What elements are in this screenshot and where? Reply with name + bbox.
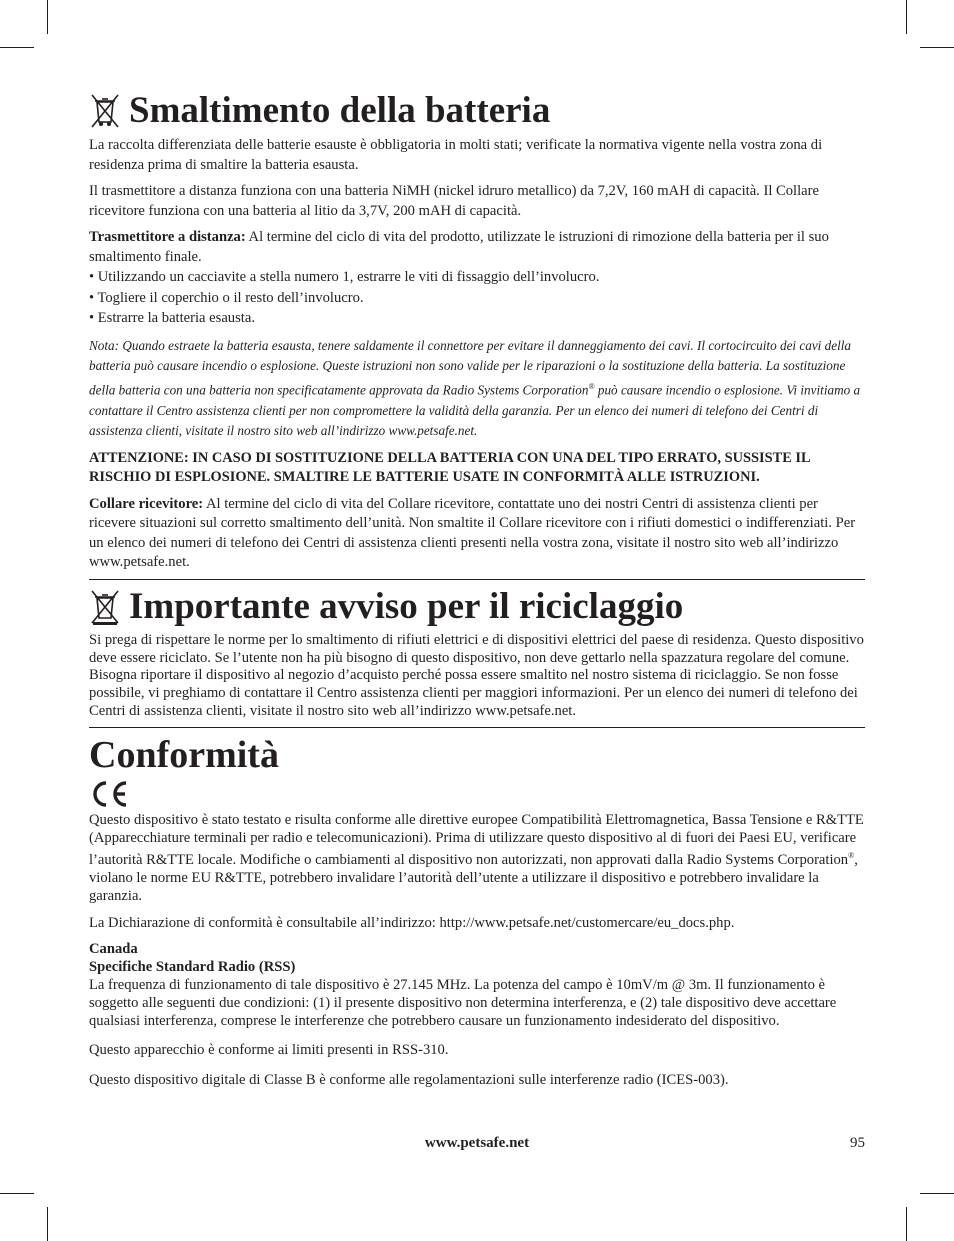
- section-heading-conformity: [89, 732, 865, 778]
- paragraph: [89, 812, 865, 906]
- registered-mark: ®: [848, 851, 855, 861]
- paragraph-text: Questo dispositivo è stato testato e risulta conforme alle direttive europee Compatibilità Elettromagnetica, Bassa Tensione e R&TTE (Apparecchiature terminali per radio e telecomunicazioni). Prima di utilizzare questo dispositivo al di fuori dei Paesi EU, verificare l’autorità R&TTE locale. Modifiche o cambiamenti al dispositivo non autorizzati, non approvati dalla Radio Systems Corporation: [89, 811, 864, 869]
- paragraph: Questo dispositivo digitale di Classe B è conforme alle regolamentazioni sulle interferenze radio (ICES-003).: [89, 1072, 729, 1089]
- paragraph: [89, 228, 865, 267]
- crop-mark: [920, 47, 954, 48]
- paragraph: Il trasmettitore a distanza funziona con una batteria NiMH (nickel idruro metallico) da 7,2V, 160 mAH di capacità. Il Collare ricevitore funziona con una batteria al litio da 3,7V, 200 mAH di capacità.: [89, 183, 819, 219]
- note-text: può causare incendio o esplosione. Vi invitiamo a contattare il Centro assistenza clienti per non compromettere la validità della garanzia. Per un elenco dei numeri di telefono dei Centri di assistenza clienti, visitate il nostro sito web all’indirizzo www.petsafe.net.: [89, 382, 861, 439]
- crop-mark: [906, 0, 907, 34]
- paragraph-label: Trasmettitore a distanza:: [89, 229, 246, 245]
- crop-mark: [906, 1207, 907, 1241]
- page-number: 95: [850, 1135, 865, 1151]
- page-content: [89, 88, 865, 1090]
- section-heading-recycling: [89, 584, 865, 630]
- warning-text: ATTENZIONE: IN CASO DI SOSTITUZIONE DELLA BATTERIA CON UNA DEL TIPO ERRATO, SUSSISTE IL RISCHIO DI ESPLOSIONE. SMALTIRE LE BATTERIE USATE IN CONFORMITÀ ALLE ISTRUZIONI.: [89, 449, 810, 486]
- subheading-rss: Specifiche Standard Radio (RSS): [89, 959, 296, 976]
- paragraph: La Dichiarazione di conformità è consultabile all’indirizzo: http://www.petsafe.net/customercare/eu_docs.php.: [89, 914, 735, 931]
- section-title: Smaltimento della batteria: [129, 90, 551, 131]
- section-title: Conformità: [89, 733, 279, 776]
- paragraph: [89, 495, 865, 573]
- paragraph-text: Al termine del ciclo di vita del prodotto, utilizzate le istruzioni di rimozione della batteria per il suo smaltimento finale.: [89, 229, 829, 265]
- list-item: • Estrarre la batteria esausta.: [89, 310, 255, 326]
- ce-mark-icon: [89, 780, 129, 808]
- paragraph: La frequenza di funzionamento di tale dispositivo è 27.145 MHz. La potenza del campo è 10mV/m @ 3m. Il funzionamento è soggetto alle seguenti due condizioni: (1) il presente dispositivo non determina interferenza, e (2) tale dispositivo deve accettare qualsiasi interferenza, comprese le interferenze che potrebbero causare un funzionamento indesiderato del dispositivo.: [89, 977, 837, 1029]
- footer-url: www.petsafe.net: [424, 1135, 530, 1151]
- paragraph: La raccolta differenziata delle batterie esauste è obbligatoria in molti stati; verificate la normativa vigente nella vostra zona di residenza prima di smaltire la batteria esausta.: [89, 137, 823, 173]
- section-heading-battery-disposal: [89, 88, 865, 134]
- list-item: • Utilizzando un cacciavite a stella numero 1, estrarre le viti di fissaggio dell’involucro.: [89, 269, 600, 285]
- section-title: Importante avviso per il riciclaggio: [129, 585, 684, 627]
- divider: [89, 579, 865, 580]
- paragraph-text: Al termine del ciclo di vita del Collare ricevitore, contattate uno dei nostri Centri di assistenza clienti per ricevere situazioni sul corretto smaltimento dell’unità. Non smaltite il Collare ricevitore con i rifiuti domestici o indifferenziati. Per un elenco dei numeri di telefono dei Centri di assistenza clienti presenti nella vostra zona, visitate il nostro sito web all’indirizzo www.petsafe.net.: [89, 495, 856, 571]
- note-paragraph: [89, 336, 865, 442]
- crop-mark: [47, 0, 48, 34]
- paragraph-text: , violano le norme EU R&TTE, potrebbero invalidare l’autorità dell’utente a utilizzare il dispositivo e potrebbero invalidare la garanzia.: [89, 852, 858, 904]
- crop-mark: [0, 1193, 34, 1194]
- crop-mark: [920, 1193, 954, 1194]
- crop-mark: [47, 1207, 48, 1241]
- list-item: • Togliere il coperchio o il resto dell’involucro.: [89, 289, 364, 306]
- page-footer: [89, 1135, 865, 1157]
- crossed-bin-icon: [89, 92, 121, 130]
- crop-mark: [0, 47, 34, 48]
- paragraph-label: Collare ricevitore:: [89, 495, 204, 512]
- registered-mark: ®: [588, 381, 595, 391]
- divider: [89, 727, 865, 728]
- note-text: Nota: Quando estraete la batteria esausta, tenere saldamente il connettore per evitare il danneggiamento dei cavi. Il cortocircuito dei cavi della batteria può causare incendio o esplosione. Queste istruzioni non sono valide per le riparazioni o la sostituzione della batteria. La sostituzione della batteria con una batteria non specificatamente approvata da Radio Systems Corporation: [89, 337, 852, 398]
- paragraph: Questo apparecchio è conforme ai limiti presenti in RSS-310.: [89, 1042, 449, 1059]
- subheading-canada: Canada: [89, 941, 138, 958]
- crossed-bin-icon: [89, 588, 121, 626]
- paragraph: Si prega di rispettare le norme per lo smaltimento di rifiuti elettrici e di dispositivi elettrici del paese di residenza. Questo dispositivo deve essere riciclato. Se l’utente non ha più bisogno di questo dispositivo, non deve gettarlo nella spazzatura regolare del comune. Bisogna riportare il dispositivo al negozio d’acquisto perché possa essere smaltito nel nostro sistema di riciclaggio. Se non fosse possibile, vi preghiamo di contattare il Centro assistenza clienti per maggiori informazioni. Per un elenco dei numeri di telefono dei Centri di assistenza clienti, visitate il nostro sito web all’indirizzo www.petsafe.net.: [89, 631, 864, 720]
